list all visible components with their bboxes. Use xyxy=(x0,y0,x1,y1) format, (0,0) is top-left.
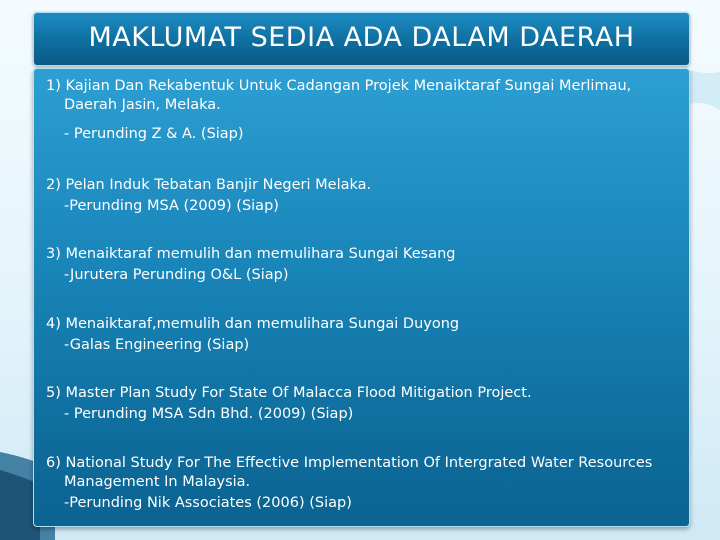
list-item xyxy=(46,315,686,355)
item-number: 3) xyxy=(46,246,61,262)
item-text: Menaiktaraf memulih dan memulihara Sungai Kesang xyxy=(65,246,456,262)
item-consultant: -Galas Engineering (Siap) xyxy=(64,337,250,353)
item-text: National Study For The Effective Implementation Of Intergrated Water Resources xyxy=(65,455,653,471)
item-number: 2) xyxy=(46,177,61,193)
content-box xyxy=(33,68,690,527)
list-item xyxy=(46,384,686,424)
item-text: Master Plan Study For State Of Malacca Flood Mitigation Project. xyxy=(65,385,532,401)
item-number: 1) xyxy=(46,78,61,94)
item-consultant: -Perunding Nik Associates (2006) (Siap) xyxy=(64,495,352,511)
item-text: Daerah Jasin, Melaka. xyxy=(64,97,221,113)
item-text: Kajian Dan Rekabentuk Untuk Cadangan Projek Menaiktaraf Sungai Merlimau, xyxy=(65,78,632,94)
list-item xyxy=(46,454,686,513)
item-consultant: - Perunding MSA Sdn Bhd. (2009) (Siap) xyxy=(64,406,354,422)
item-consultant: -Perunding MSA (2009) (Siap) xyxy=(64,198,279,214)
item-number: 4) xyxy=(46,316,61,332)
item-text: Menaiktaraf,memulih dan memulihara Sungai Duyong xyxy=(65,316,460,332)
list-item xyxy=(46,245,686,285)
item-text: Management In Malaysia. xyxy=(64,474,251,490)
item-text: Pelan Induk Tebatan Banjir Negeri Melaka. xyxy=(65,177,372,193)
title-bar xyxy=(33,12,690,66)
list-item xyxy=(46,176,686,216)
item-number: 6) xyxy=(46,455,61,471)
item-consultant: - Perunding Z & A. (Siap) xyxy=(64,126,244,142)
slide-title: MAKLUMAT SEDIA ADA DALAM DAERAH xyxy=(88,22,635,53)
list-item xyxy=(46,77,686,144)
item-consultant: -Jurutera Perunding O&L (Siap) xyxy=(64,267,289,283)
item-number: 5) xyxy=(46,385,61,401)
